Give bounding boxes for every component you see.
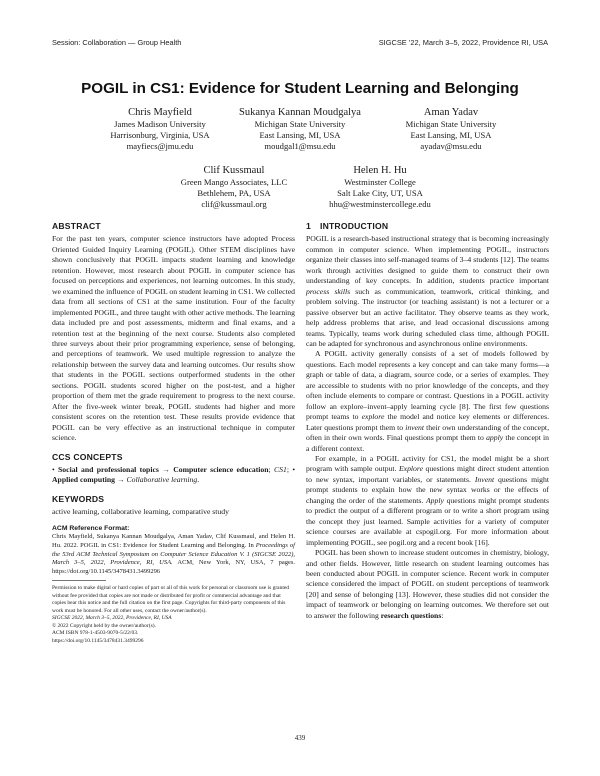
reference-authors: Chris Mayfield, Sukanya Kannan Moudgalya, Aman Yadav, Clif Kussmaul, and Helen H. Hu. 2022. POGIL in CS1: Evidence for Student Learning and Belonging. In bbox=[52, 533, 295, 549]
keywords-text: active learning, collaborative learning, comparative study bbox=[52, 507, 229, 517]
ccs-heading: CCS CONCEPTS bbox=[52, 451, 123, 462]
author-name: Helen H. Hu bbox=[353, 165, 407, 176]
author-name: Chris Mayfield bbox=[128, 107, 192, 118]
author-email[interactable]: hhu@westminstercollege.edu bbox=[329, 199, 431, 209]
intro-paragraph-2: A POGIL activity generally consists of a set of models followed by questions. Each model represents a key concept and can take many forms—a graph or table of data, a diagram, source code, or a series of examples. They are accessible to students with no prior knowledge of the concepts, and they often include elements to compare or contrast. Questions in a POGIL activity follow an explore–invent–apply learning cycle [8]. The first few questions prompt teams to explore the model and notice key elements or differences. Later questions prompt them to invent their own understanding of the concept, often in their own words. Final questions prompt them to apply the concept in a different context. bbox=[306, 349, 550, 453]
author-location: Salt Lake City, UT, USA bbox=[337, 188, 423, 198]
author-location: Harrisonburg, Virginia, USA bbox=[110, 130, 210, 140]
ccs-concept: Collaborative learning bbox=[126, 475, 198, 485]
ccs-arrow: → bbox=[162, 464, 170, 474]
ccs-concept: Applied computing bbox=[52, 475, 116, 485]
section-number: 1 bbox=[306, 221, 311, 231]
ccs-arrow: → bbox=[116, 475, 125, 485]
abstract-text: For the past ten years, computer science instructors have adopted Process Oriented Guided Inquiry Learning (POGIL). Other STEM disciplines have shown conclusively that POGIL impacts student learning and knowledge retention. However, most research about POGIL in computer science has focused on perceptions and experiences, not learning outcomes. In this study, we examined the influence of POGIL on student learning in CS1. We collected data from all sections of CS1 at the same institution. Four of the faculty implemented POGIL, and three taught with other active methods. The learning data included pre and post assessments, midterm and final exams, and a retention test at the beginning of the next course. Students also completed three surveys about their prior programming experience, sense of belonging, and perceptions of teamwork. We used multiple regression to analyze the relationship between the survey data and learning outcomes. Our results show that students in the POGIL sections outperformed students in the other sections. POGIL students scored higher on the post-test, and a higher proportion of them met the grade requirement to progress to the next course. After the five-week winter break, POGIL students had higher and more consistent scores on the retention test. These results provide evidence that POGIL can be very effective as an instructional technique in computer science. bbox=[52, 234, 295, 443]
section-title: INTRODUCTION bbox=[319, 221, 389, 231]
author-email[interactable]: clif@kussmaul.org bbox=[201, 199, 267, 209]
author-block-3 bbox=[356, 106, 546, 152]
permission-venue: SIGCSE 2022, March 3–5, 2022, Providence, RI, USA bbox=[52, 615, 172, 622]
right-column bbox=[306, 221, 549, 621]
author-email[interactable]: ayadav@msu.edu bbox=[420, 141, 482, 151]
paper-title: POGIL in CS1: Evidence for Student Learning and Belonging bbox=[81, 80, 519, 97]
ccs-concept: CS1 bbox=[274, 464, 287, 474]
page-number: 439 bbox=[294, 734, 306, 742]
isbn-line: ACM ISBN 978-1-4503-9070-5/22/03. bbox=[52, 630, 139, 637]
author-block-5 bbox=[285, 164, 475, 210]
permission-block bbox=[52, 585, 295, 645]
permission-notice: Permission to make digital or hard copies of part or all of this work for personal or classroom use is granted without fee provided that copies are not made or distributed for profit or commercial advantage and that copies bear this notice and the full citation on the first page. Copyrights for third-party components of this work must be honored. For all other uses, contact the owner/author(s). bbox=[52, 585, 290, 614]
author-org: Michigan State University bbox=[254, 119, 346, 129]
doi-link[interactable]: https://doi.org/10.1145/3478431.3499296 bbox=[52, 637, 144, 644]
intro-paragraph-3: For example, in a POGIL activity for CS1, the model might be a short program with sample output. Explore questions might direct student attention to new syntax, important variables, or statements. Invent questions might prompt students to explain how the new syntax works or the effects of changing the order of the statements. Apply questions might prompt students to predict the output of a different program or to write a short program using the concept they just learned. Sample activities for a variety of computer science courses are available at cspogil.org. For more information about implementing POGIL, see pogil.org and a recent book [16]. bbox=[306, 453, 550, 547]
keywords-heading: KEYWORDS bbox=[52, 493, 105, 504]
abstract-heading: ABSTRACT bbox=[52, 221, 101, 231]
author-name: Sukanya Kannan Moudgalya bbox=[239, 107, 361, 118]
author-location: East Lansing, MI, USA bbox=[259, 130, 341, 140]
running-header bbox=[52, 38, 548, 47]
reference-venue: Proceedings of the 53rd ACM Technical Symposium on Computer Science Education V. 1 (SIGCSE 2022), March 3–5, 2022, Providence, RI, USA. bbox=[52, 541, 295, 567]
acm-reference-format bbox=[52, 525, 295, 577]
intro-paragraph-4: POGIL has been shown to increase student outcomes in chemistry, biology, and other fields. However, little research on student learning outcomes has been conducted about POGIL in computer science. Recent work in computer science considered the impact of POGIL on student perceptions of teamwork [20] and sense of belonging [13]. However, these studies did not consider the impact of teamwork or belonging on learning outcomes. We therefore set out to answer the following research questions: bbox=[306, 548, 549, 620]
author-org: Michigan State University bbox=[405, 119, 497, 129]
author-email[interactable]: mayfiecs@jmu.edu bbox=[126, 141, 194, 151]
author-org: James Madison University bbox=[114, 119, 206, 129]
reference-citation bbox=[52, 533, 295, 576]
ccs-concept: Social and professional topics bbox=[58, 464, 159, 474]
introduction-heading bbox=[306, 221, 549, 231]
left-column bbox=[52, 221, 295, 645]
intro-paragraph-1: POGIL is a research-based instructional strategy that is becoming increasingly common in computer science. When implementing POGIL, instructors organize their classes into self-managed teams of 3–4 students [12]. The teams work through activities designed to guide them to construct their own understanding of key concepts. In addition, students practice important process skills such as communication, teamwork, critical thinking, and problem solving. The instructor (or teaching assistant) is not a lecturer or a passive observer but an active facilitator. They observe teams as they work, help address problems that arise, and lead occasional discussions among teams. Typically, teams work during scheduled class time, although POGIL can be adapted for synchronous and asynchronous online environments. bbox=[306, 234, 549, 348]
ccs-bullet: • bbox=[292, 464, 296, 474]
author-location: East Lansing, MI, USA bbox=[410, 130, 492, 140]
author-name: Clif Kussmaul bbox=[203, 165, 265, 176]
author-org: Westminster College bbox=[344, 177, 416, 187]
reference-doi[interactable]: ACM, New York, NY, USA, 7 pages. https://doi.org/10.1145/3478431.3499296 bbox=[52, 559, 296, 575]
author-org: Green Mango Associates, LLC bbox=[180, 177, 288, 187]
ccs-concept: Computer science education bbox=[173, 464, 269, 474]
reference-heading: ACM Reference Format: bbox=[52, 524, 130, 532]
ccs-concepts: • Social and professional topics → Computer science education; CS1; • Applied computing → Collaborative learning. bbox=[52, 464, 296, 485]
footnote-rule bbox=[52, 580, 106, 581]
author-location: Bethlehem, PA, USA bbox=[197, 188, 271, 198]
ccs-bullet: • bbox=[52, 464, 55, 474]
header-session: Session: Collaboration — Group Health bbox=[52, 38, 182, 47]
copyright-line: © 2022 Copyright held by the owner/author(s). bbox=[52, 622, 156, 629]
header-conference: SIGCSE ’22, March 3–5, 2022, Providence RI, USA bbox=[378, 38, 548, 47]
author-name: Aman Yadav bbox=[423, 107, 479, 118]
author-email[interactable]: moudgal1@msu.edu bbox=[264, 141, 336, 151]
